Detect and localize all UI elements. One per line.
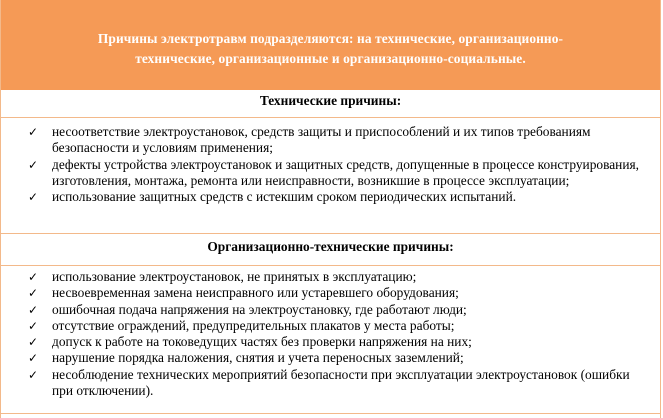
check-icon: ✓ xyxy=(28,318,39,333)
divider xyxy=(1,265,660,266)
check-icon: ✓ xyxy=(28,367,39,382)
org-technical-causes-list xyxy=(1,269,660,399)
header-line-1: Причины электротравм подразделяются: на технические, организационно- xyxy=(97,31,564,46)
divider xyxy=(1,233,660,234)
check-icon: ✓ xyxy=(28,302,39,317)
divider xyxy=(1,117,660,118)
check-icon: ✓ xyxy=(28,190,39,205)
section-title-technical: Технические причины: xyxy=(259,93,402,108)
check-icon: ✓ xyxy=(28,270,39,284)
table-header xyxy=(1,0,660,90)
list-item: ✓ использование электроустановок, не принятых в эксплуатацию; xyxy=(28,269,417,284)
check-icon: ✓ xyxy=(28,335,39,350)
list-item: ✓ допуск к работе на токоведущих частях без проверки напряжения на них; xyxy=(28,334,472,350)
check-icon: ✓ xyxy=(28,351,39,366)
list-item: ✓ ошибочная подача напряжения на электроустановку, где работают люди; xyxy=(28,301,467,317)
section-title-org-technical: Организационно-технические причины: xyxy=(207,239,454,254)
list-item: ✓ отсутствие ограждений, предупредительных плакатов у места работы; xyxy=(28,317,455,333)
list-item: ✓ дефекты устройства электроустановок и защитных средств, допущенные в процессе конструирования, изготовления, монтажа, ремонта или неисправности, возникшие в процессе эксплуатации; xyxy=(28,156,640,188)
check-icon: ✓ xyxy=(28,286,39,301)
list-item: ✓ несоблюдение технических мероприятий безопасности при эксплуатации электроустановок (ошибки при отключении). xyxy=(28,366,630,399)
list-item: ✓ несоответствие электроустановок, средств защиты и приспособлений и их типов требованиям безопасности и условиям применения; xyxy=(28,124,591,156)
check-icon: ✓ xyxy=(28,125,39,139)
header-line-2: технические, организационные и организационно-социальные. xyxy=(135,51,526,66)
check-icon: ✓ xyxy=(28,157,39,172)
divider xyxy=(1,413,660,414)
header-text xyxy=(1,29,660,69)
technical-causes-list xyxy=(1,124,660,205)
list-item: ✓ использование защитных средств с истекшим сроком периодических испытаний. xyxy=(28,189,517,205)
list-item: ✓ нарушение порядка наложения, снятия и учета переносных заземлений; xyxy=(28,350,464,366)
list-item: ✓ несвоевременная замена неисправного или устаревшего оборудования; xyxy=(28,285,459,301)
